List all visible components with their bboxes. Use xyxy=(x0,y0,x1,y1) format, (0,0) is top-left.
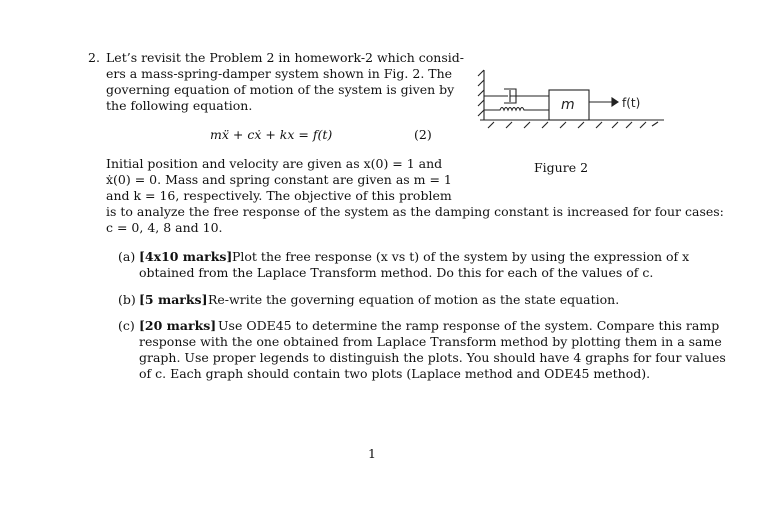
part-a-line-2: obtained from the Laplace Transform method. Do this for each of the values of c. xyxy=(139,265,654,280)
part-c-line-2: response with the one obtained from Laplace Transform method by plotting them in a same xyxy=(139,334,722,349)
part-c-line-3: graph. Use proper legends to distinguish the plots. You should have 4 graphs for four values xyxy=(139,350,726,365)
body-line-1: Initial position and velocity are given as x(0) = 1 and xyxy=(106,156,443,171)
body-line-5: c = 0, 4, 8 and 10. xyxy=(106,220,223,235)
mass-label: m xyxy=(561,97,575,113)
part-b-line-1: Re-write the governing equation of motion as the state equation. xyxy=(208,292,620,307)
intro-line-1: Let’s revisit the Problem 2 in homework-2 which consid- xyxy=(106,50,464,65)
part-c-label: (c) xyxy=(118,318,135,333)
spring-coil xyxy=(484,108,549,111)
intro-line-4: the following equation. xyxy=(106,98,253,113)
body-line-2: ẋ(0) = 0. Mass and spring constant are given as m = 1 xyxy=(106,172,452,187)
problem-number: 2. xyxy=(88,50,100,65)
part-b-marks: [5 marks] xyxy=(139,292,208,307)
part-a-marks: [4x10 marks] xyxy=(139,249,233,264)
equation-number: (2) xyxy=(414,127,432,142)
part-c-line-4: of c. Each graph should contain two plots (Laplace method and ODE45 method). xyxy=(139,366,651,381)
governing-equation: mẍ + cẋ + kx = f(t) xyxy=(210,127,333,142)
part-c-line-1: Use ODE45 to determine the ramp response of the system. Compare this ramp xyxy=(218,318,720,333)
body-line-4: is to analyze the free response of the system as the damping constant is increased for four cases: xyxy=(106,204,724,219)
part-c-marks: [20 marks] xyxy=(139,318,217,333)
intro-line-2: ers a mass-spring-damper system shown in Fig. 2. The xyxy=(106,66,453,81)
part-b-label: (b) xyxy=(118,292,136,307)
body-line-3: and k = 16, respectively. The objective of this problem xyxy=(106,188,452,203)
part-a-label: (a) xyxy=(118,249,136,264)
figure-caption: Figure 2 xyxy=(534,160,589,175)
part-a-line-1: Plot the free response (x vs t) of the system by using the expression of x xyxy=(232,249,690,264)
mass-spring-damper-figure xyxy=(474,62,674,142)
intro-line-3: governing equation of motion of the system is given by xyxy=(106,82,455,97)
page-number: 1 xyxy=(368,446,376,461)
force-label: f(t) xyxy=(622,96,641,110)
